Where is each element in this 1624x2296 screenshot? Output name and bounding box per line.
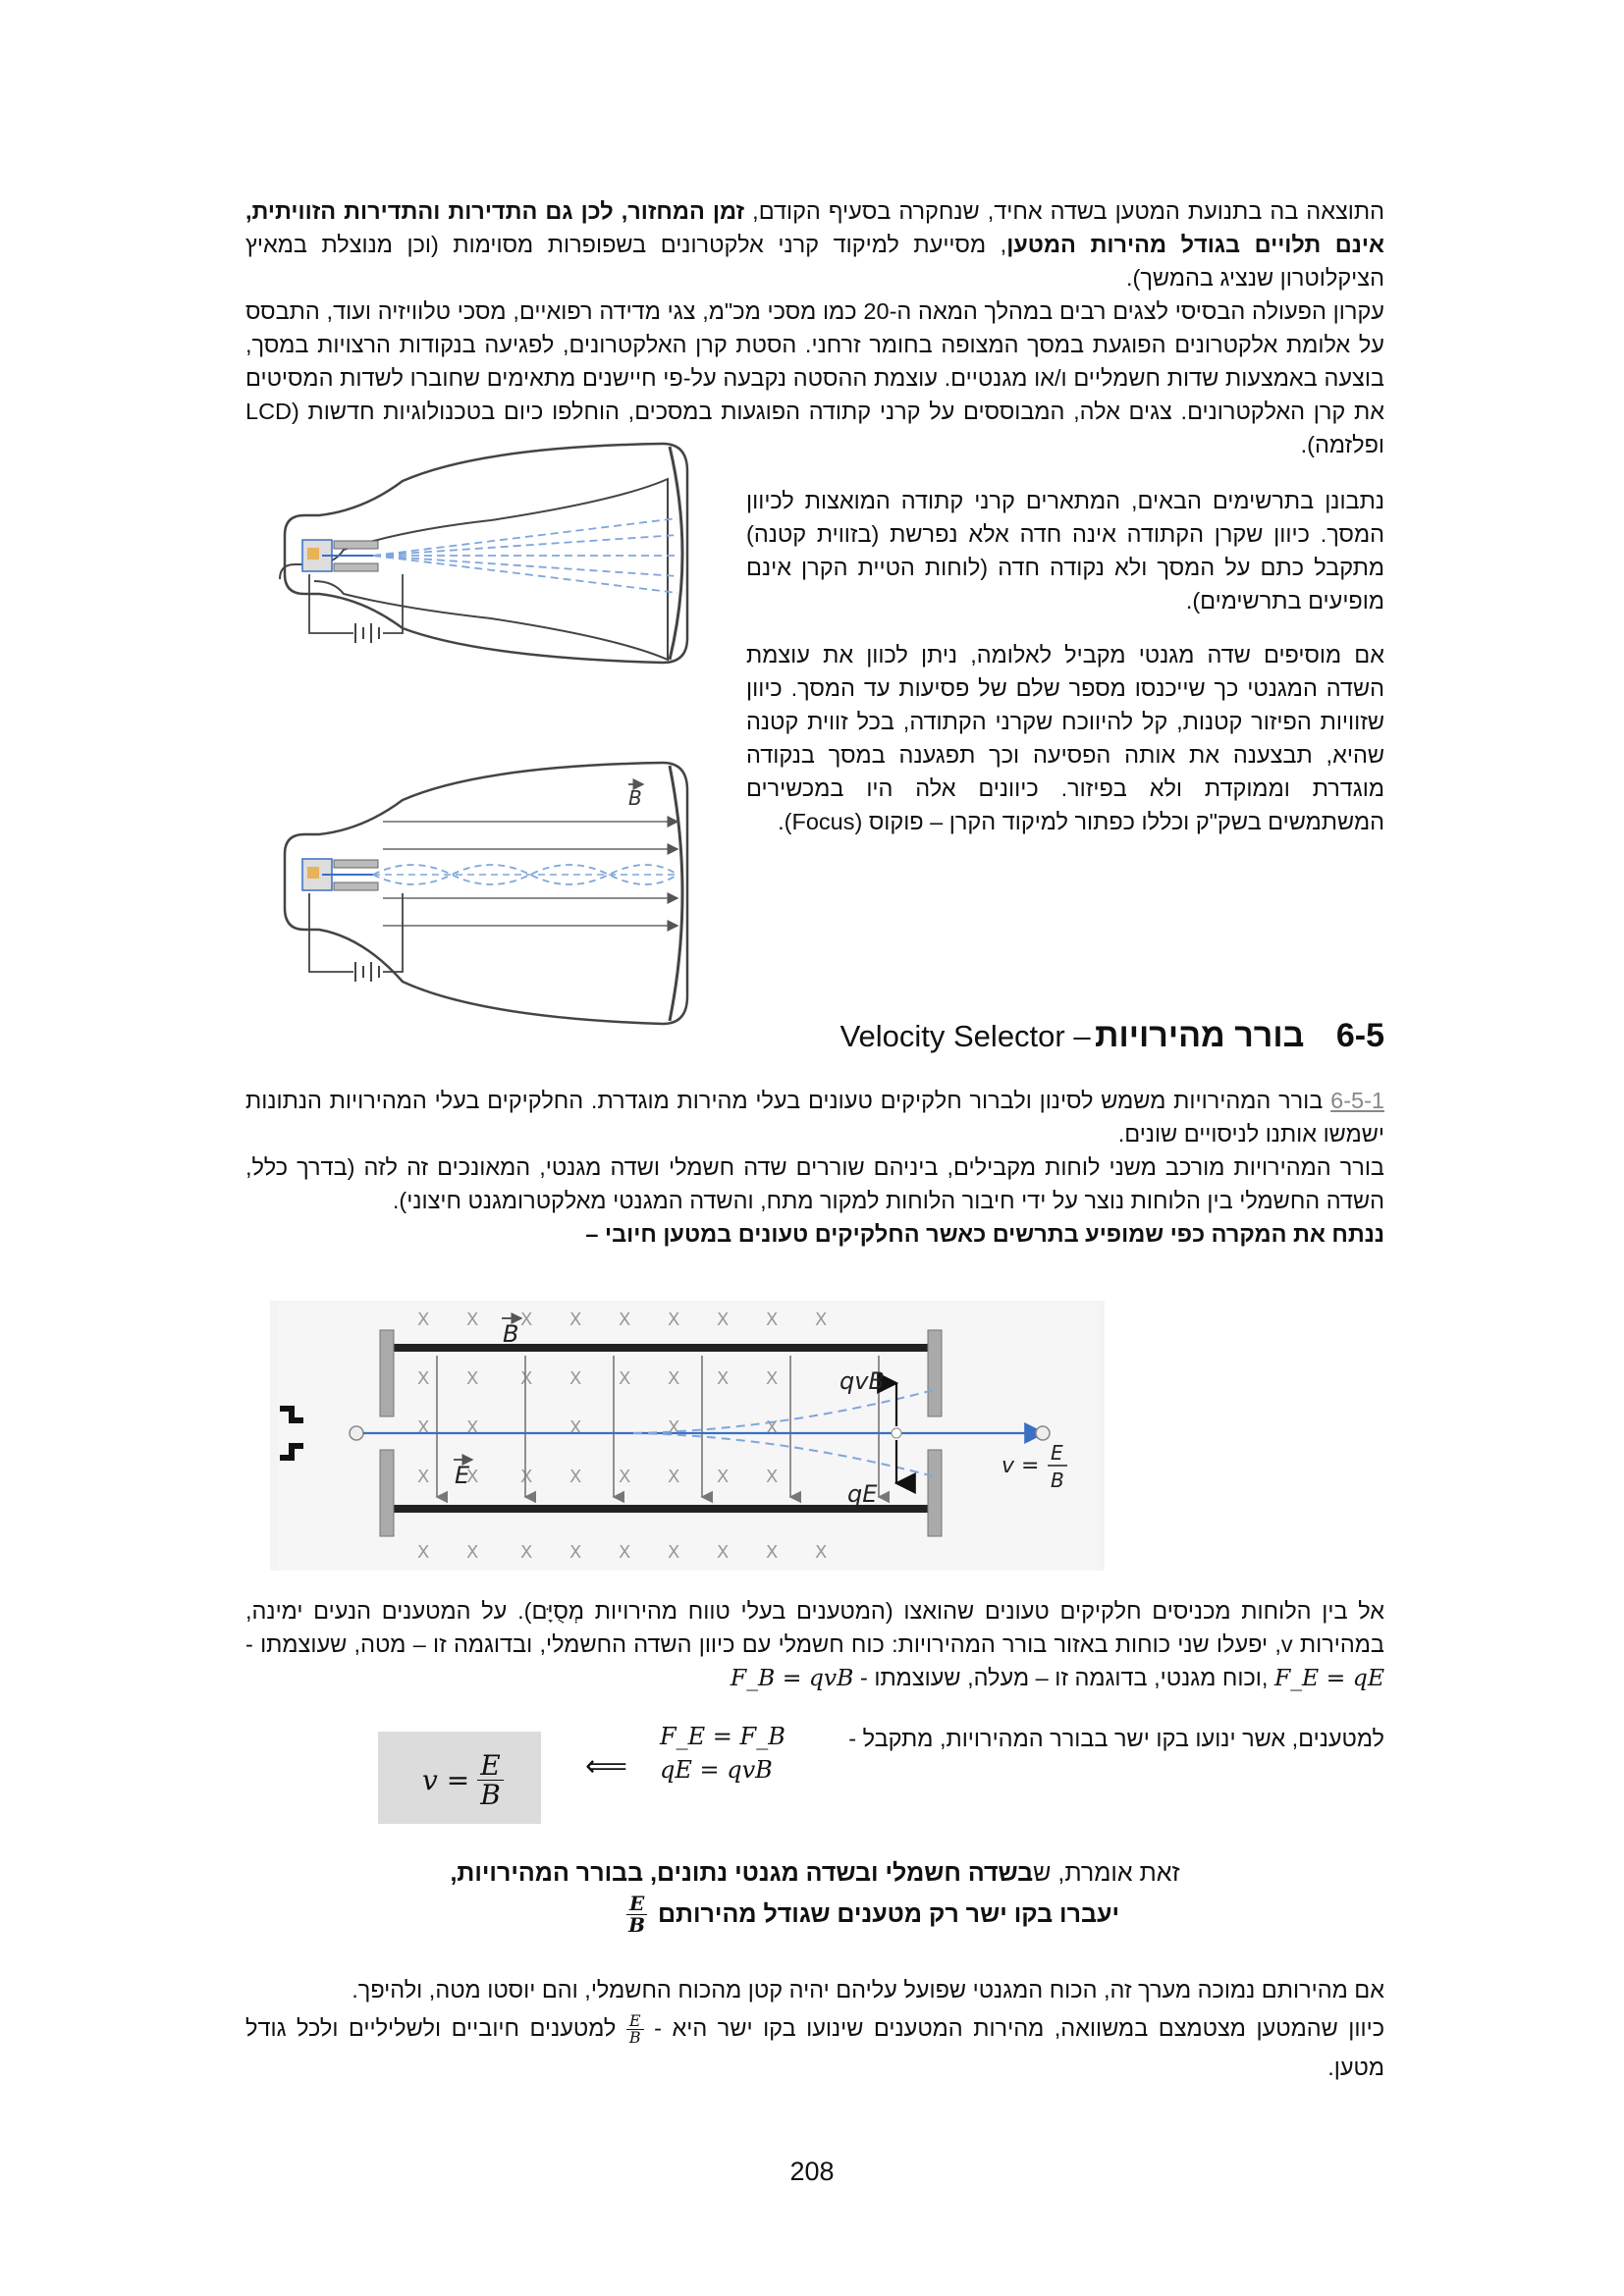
section-paragraph-1: 6-5-1 בורר המהירויות משמש לסינון ולברור חלקיקים טעונים בעלי מהירות מוגדרת. החלקיקים בעלי המהירויות הנתונות ישמשו אותנו לניסויים שונים.: [245, 1088, 1384, 1147]
svg-text:X: X: [668, 1417, 680, 1438]
closing-paragraph-1: אם מהירותם נמוכה מערך זה, הכוח המגנטי שפועל עליהם יהיה קטן מהכוח החשמלי, והם יוסטו מטה, ולהיפך.: [352, 1977, 1384, 2002]
svg-text:X: X: [717, 1309, 730, 1330]
field-b-label: B: [628, 786, 642, 810]
result-numerator: E: [477, 1751, 503, 1781]
magnetic-force-label: qvB: [839, 1367, 885, 1395]
svg-text:X: X: [717, 1467, 730, 1487]
intro-paragraph-2: עקרון הפעולה הבסיסי לצגים רבים במהלך המאה ה-20 כמו מסכי מכ"מ, צגי מדידה רפואיים, מסכי טלוויזיה ועוד, התבסס על אלומת אלקטרונים הפוגעת במסך המצופה בחומר זרחני. הסטת קרן האלקטרונים, לפגיעה בנקודות הרצויות במסך, בוצעה באמצעות שדות חשמליים ו/או מגנטיים. עוצמת ההסטה נקבעה על-פי חיישנים מתאימים שחוברו לשדות המסיטים את קרן האלקטרונים. צגים אלה, המבוססים על קרני קתודה הפוגעות במסכים, הוחלפו כיום בטכנולוגיות חדשות (LCD ופלזמה).: [245, 298, 1384, 457]
svg-text:X: X: [619, 1467, 631, 1487]
implies-arrow: ⟸: [585, 1750, 628, 1783]
equality-statement: למטענים, אשר ינועו בקו ישר בבורר המהירויות, מתקבל -: [848, 1726, 1384, 1751]
section-paragraph-2: בורר המהירויות מורכב משני לוחות מקבילים, ביניהם שוררים שדה חשמלי ושדה מגנטי, המאונכים זה לזה (בדרך כלל, השדה החשמלי בין הלוחות נוצר על ידי חיבור הלוחות למקור מתח, והשדה המגנטי מאלקטרומגנט חיצוני).: [245, 1154, 1384, 1213]
analysis-paragraph: אל בין הלוחות מכניסים חלקיקים טעונים שהואצו (המטענים בעלי טווח מהירויות מְסֻיָּם). על המטענים הנעים ימינה, במהירות v, יפעלו שני כוחות באזור בורר המהירויות: כוח חשמלי עם כיוון השדה החשמלי, ובדוגמה זו – מטה, שעוצמתו - F_E = qE ,וכוח מגנטי, בדוגמה זו – מעלה, שעוצמתו - F_B = qvB: [245, 1598, 1384, 1691]
section-paragraph-3: ננתח את המקרה כפי שמופיע בתרשים כאשר החלקיקים טעונים במטען חיובי –: [585, 1221, 1384, 1247]
crt-diagrams: [265, 442, 707, 1031]
velocity-den: B: [1051, 1468, 1064, 1492]
svg-text:X: X: [766, 1542, 779, 1563]
svg-text:X: X: [815, 1309, 828, 1330]
svg-text:X: X: [619, 1368, 631, 1389]
svg-text:X: X: [668, 1309, 680, 1330]
svg-text:X: X: [668, 1542, 680, 1563]
crt-paragraph-2: אם מוסיפים שדה מגנטי מקביל לאלומה, ניתן לכוון את עוצמת השדה המגנטי כך שייכנסו מספר שלם של פסיעות עד המסך. כיוון שזוויות הפיזור קטנות, קל להיווכח שקרני הקתודה, בכל זווית קטנה שהיא, תבצענה את אותה הפסיעה וכך תפגענה במסך בנקודה מוגדרת וממוקדת ולא בפיזור. כיוונים אלה היו במכשירים המשתמשים בשק"ק וכללו כפתור למיקוד הקרן – פוקוס (Focus).: [746, 642, 1384, 834]
velocity-selector-diagram: [270, 1301, 1105, 1571]
equations: [660, 1720, 785, 1787]
svg-text:X: X: [668, 1467, 680, 1487]
svg-text:X: X: [417, 1542, 430, 1563]
svg-text:X: X: [520, 1467, 533, 1487]
section-text: [245, 1084, 1384, 1251]
svg-text:X: X: [417, 1309, 430, 1330]
page-number: 208: [789, 2157, 835, 2186]
crt-paragraph-1: נתבונן בתרשימים הבאים, המתארים קרני קתודה המואצות לכיוון המסך. כיוון שקרן הקתודה אינה חדה אלא נפרשת (בזווית קטנה) מתקבל כתם על המסך ולא נקודה חדה (לוחות הטיית הקרן אינם מופיעים בתרשימים).: [746, 488, 1384, 614]
crt-tube-with-field: [285, 763, 687, 1024]
electric-force-formula: F_E = qE: [1273, 1664, 1384, 1691]
svg-text:X: X: [569, 1368, 582, 1389]
velocity-num: E: [1051, 1441, 1063, 1465]
svg-text:X: X: [569, 1542, 582, 1563]
electric-force-label: qE: [847, 1480, 878, 1508]
e-field-label: E: [455, 1462, 470, 1489]
svg-text:X: X: [717, 1542, 730, 1563]
intro-text: [245, 194, 1384, 461]
conclusion-line-1: זאת אומרת, שבשדה חשמלי ובשדה מגנטי נתונים, בבורר המהירויות,: [450, 1859, 1180, 1887]
svg-text:X: X: [417, 1467, 430, 1487]
closing-paragraph-2: כיוון שהמטען מצטמצם במשוואה, מהירות המטענים שינועו בקו ישר היא - $\frac{E}{B}$ למטענים חיוביים ולשליליים ולכל גודל מטען.: [245, 2010, 1385, 2080]
result-formula-box: v = $\frac{E}{B}$: [378, 1732, 541, 1824]
svg-text:X: X: [766, 1309, 779, 1330]
svg-text:X: X: [466, 1417, 479, 1438]
conclusion-line-2: יעברו בקו ישר רק מטענים שגודל מהירותם $\frac{E}{B}$: [530, 1890, 1119, 1939]
svg-text:X: X: [417, 1368, 430, 1389]
svg-text:X: X: [569, 1467, 582, 1487]
svg-text:X: X: [619, 1309, 631, 1330]
svg-text:X: X: [466, 1467, 479, 1487]
subsection-link[interactable]: 6-5-1: [1330, 1088, 1384, 1113]
svg-text:X: X: [766, 1467, 779, 1487]
svg-text:X: X: [520, 1309, 533, 1330]
equation-forces: F_E = F_B: [660, 1723, 785, 1750]
svg-text:X: X: [766, 1368, 779, 1389]
velocity-label: v =: [1001, 1454, 1040, 1478]
svg-text:X: X: [520, 1368, 533, 1389]
section-heading: [776, 1017, 1384, 1066]
svg-text:X: X: [417, 1417, 430, 1438]
top-plate: [383, 1344, 938, 1352]
section-number: 6-5: [1335, 1017, 1384, 1054]
crt-tube-no-field: [280, 444, 687, 663]
svg-text:X: X: [766, 1417, 779, 1438]
b-field-label: B: [503, 1320, 519, 1348]
svg-text:X: X: [569, 1417, 582, 1438]
svg-text:X: X: [668, 1368, 680, 1389]
section-title-english: – Velocity Selector: [839, 1019, 1091, 1053]
magnetic-force-formula: F_B = qvB: [730, 1664, 854, 1691]
svg-text:X: X: [815, 1542, 828, 1563]
svg-text:X: X: [466, 1542, 479, 1563]
svg-text:X: X: [466, 1309, 479, 1330]
svg-text:X: X: [569, 1309, 582, 1330]
svg-text:X: X: [466, 1368, 479, 1389]
equation-expanded: qE = qvB: [660, 1756, 773, 1784]
svg-text:X: X: [520, 1542, 533, 1563]
svg-text:X: X: [619, 1542, 631, 1563]
intro-paragraph-1: התוצאה בה בתנועת המטען בשדה אחיד, שנחקרה בסעיף הקודם, זמן המחזור, לכן גם התדירות והתדירות הזוויתית, אינם תלויים בגודל מהירות המטען, מסייעת למיקוד קרני אלקטרונים בשפופרות מסוימות (וכן מנוצלת במאיץ הציקלוטרון שנציג בהמשך).: [245, 198, 1384, 291]
result-denominator: B: [480, 1779, 501, 1812]
section-title: בורר מהירויות: [1095, 1017, 1305, 1054]
svg-text:X: X: [717, 1368, 730, 1389]
